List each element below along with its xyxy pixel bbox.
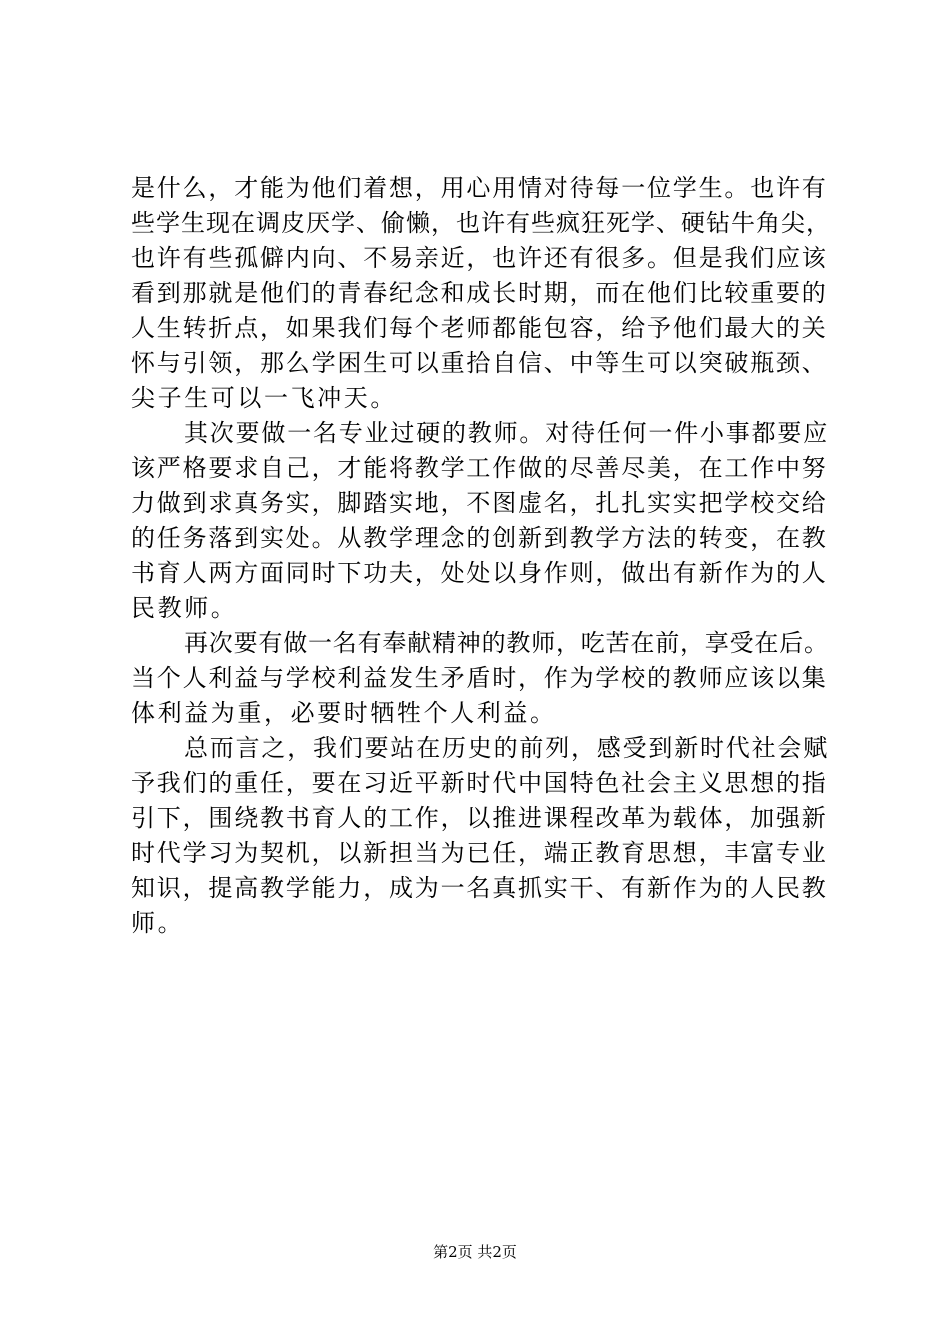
page-footer: 第2页 共2页 <box>433 1243 517 1261</box>
text-line: 师。 <box>131 909 185 937</box>
text-line: 民教师。 <box>131 594 238 622</box>
text-line: 再次要有做一名有奉献精神的教师，吃苦在前，享受在后。 <box>184 629 829 657</box>
text-line: 予我们的重任，要在习近平新时代中国特色社会主义思想的指 <box>131 769 828 797</box>
text-line: 书育人两方面同时下功夫，处处以身作则，做出有新作为的人 <box>131 559 828 587</box>
text-line: 力做到求真务实，脚踏实地，不图虚名，扎扎实实把学校交给 <box>131 489 828 517</box>
text-line: 的任务落到实处。从教学理念的创新到教学方法的转变，在教 <box>131 524 828 552</box>
text-line: 看到那就是他们的青春纪念和成长时期，而在他们比较重要的 <box>131 279 828 307</box>
text-line: 当个人利益与学校利益发生矛盾时，作为学校的教师应该以集 <box>131 664 828 692</box>
text-line: 些学生现在调皮厌学、偷懒，也许有些疯狂死学、硬钻牛角尖， <box>131 209 831 237</box>
text-line: 尖子生可以一飞冲天。 <box>131 384 397 412</box>
text-line: 是什么，才能为他们着想，用心用情对待每一位学生。也许有 <box>131 174 828 202</box>
text-line: 总而言之，我们要站在历史的前列，感受到新时代社会赋 <box>184 734 829 762</box>
text-line: 该严格要求自己，才能将教学工作做的尽善尽美，在工作中努 <box>131 454 828 482</box>
text-line: 也许有些孤僻内向、不易亲近，也许还有很多。但是我们应该 <box>131 244 828 272</box>
text-line: 时代学习为契机，以新担当为已任，端正教育思想，丰富专业 <box>131 839 828 867</box>
text-line: 人生转折点，如果我们每个老师都能包容，给予他们最大的关 <box>131 314 828 342</box>
text-line: 其次要做一名专业过硬的教师。对待任何一件小事都要应 <box>184 419 829 447</box>
text-line: 引下，围绕教书育人的工作，以推进课程改革为载体，加强新 <box>131 804 828 832</box>
text-line: 体利益为重，必要时牺牲个人利益。 <box>131 699 557 727</box>
text-line: 怀与引领，那么学困生可以重拾自信、中等生可以突破瓶颈、 <box>131 349 828 377</box>
text-line: 知识，提高教学能力，成为一名真抓实干、有新作为的人民教 <box>131 874 828 902</box>
